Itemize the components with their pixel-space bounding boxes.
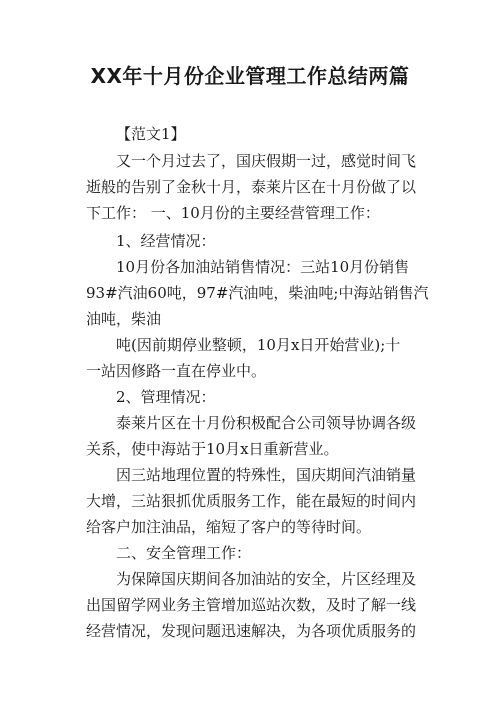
paragraph-line: 二、安全管理工作： bbox=[116, 544, 252, 562]
paragraph-line: 下工作： 一、10月份的主要经营管理工作： bbox=[86, 204, 380, 222]
paragraph-1 bbox=[86, 148, 426, 226]
paragraph-5 bbox=[86, 462, 426, 540]
paragraph-2 bbox=[86, 254, 429, 332]
paragraph-line: 2、管理情况： bbox=[116, 388, 216, 406]
paragraph-line: 吨(因前期停业整顿，10月x日开始营业);十 bbox=[116, 336, 401, 354]
paragraph-line: 为保障国庆期间各加油站的安全，片区经理及 bbox=[116, 570, 417, 588]
section-heading-2 bbox=[86, 384, 426, 410]
paragraph-line: 大增，三站狠抓优质服务工作，能在最短的时间内 bbox=[86, 492, 417, 510]
paragraph-line: 关系，使中海站于10月x日重新营业。 bbox=[86, 440, 339, 458]
paragraph-line: 一站因修路一直在停业中。 bbox=[86, 362, 267, 380]
section-heading-3 bbox=[86, 540, 426, 566]
paragraph-6 bbox=[86, 566, 426, 644]
paragraph-line: 因三站地理位置的特殊性，国庆期间汽油销量 bbox=[116, 466, 417, 484]
paragraph-line: 出国留学网业务主管增加巡站次数，及时了解一线 bbox=[86, 596, 417, 614]
paragraph-4 bbox=[86, 410, 426, 462]
paragraph-line: 给客户加注油品，缩短了客户的等待时间。 bbox=[86, 518, 372, 536]
heading-fanwen bbox=[86, 121, 426, 147]
paragraph-line: 经营情况，发现问题迅速解决，为各项优质服务的 bbox=[86, 622, 417, 640]
paragraph-line: 1、经营情况： bbox=[116, 232, 216, 250]
heading-text: 【范文1】 bbox=[116, 125, 186, 143]
paragraph-line: 93#汽油60吨，97#汽油吨，柴油吨;中海站销售汽 bbox=[86, 284, 429, 302]
paragraph-line: 又一个月过去了，国庆假期一过，感觉时间飞 bbox=[116, 152, 417, 170]
section-heading-1 bbox=[86, 228, 426, 254]
paragraph-line: 逝般的告别了金秋十月，泰莱片区在十月份做了以 bbox=[86, 178, 417, 196]
paragraph-line: 油吨，柴油 bbox=[86, 310, 162, 328]
paragraph-3 bbox=[86, 332, 426, 384]
document-title: XX年十月份企业管理工作总结两篇 bbox=[90, 64, 410, 88]
paragraph-line: 10月份各加油站销售情况：三站10月份销售 bbox=[116, 258, 410, 276]
paragraph-line: 泰莱片区在十月份积极配合公司领导协调各级 bbox=[116, 414, 417, 432]
